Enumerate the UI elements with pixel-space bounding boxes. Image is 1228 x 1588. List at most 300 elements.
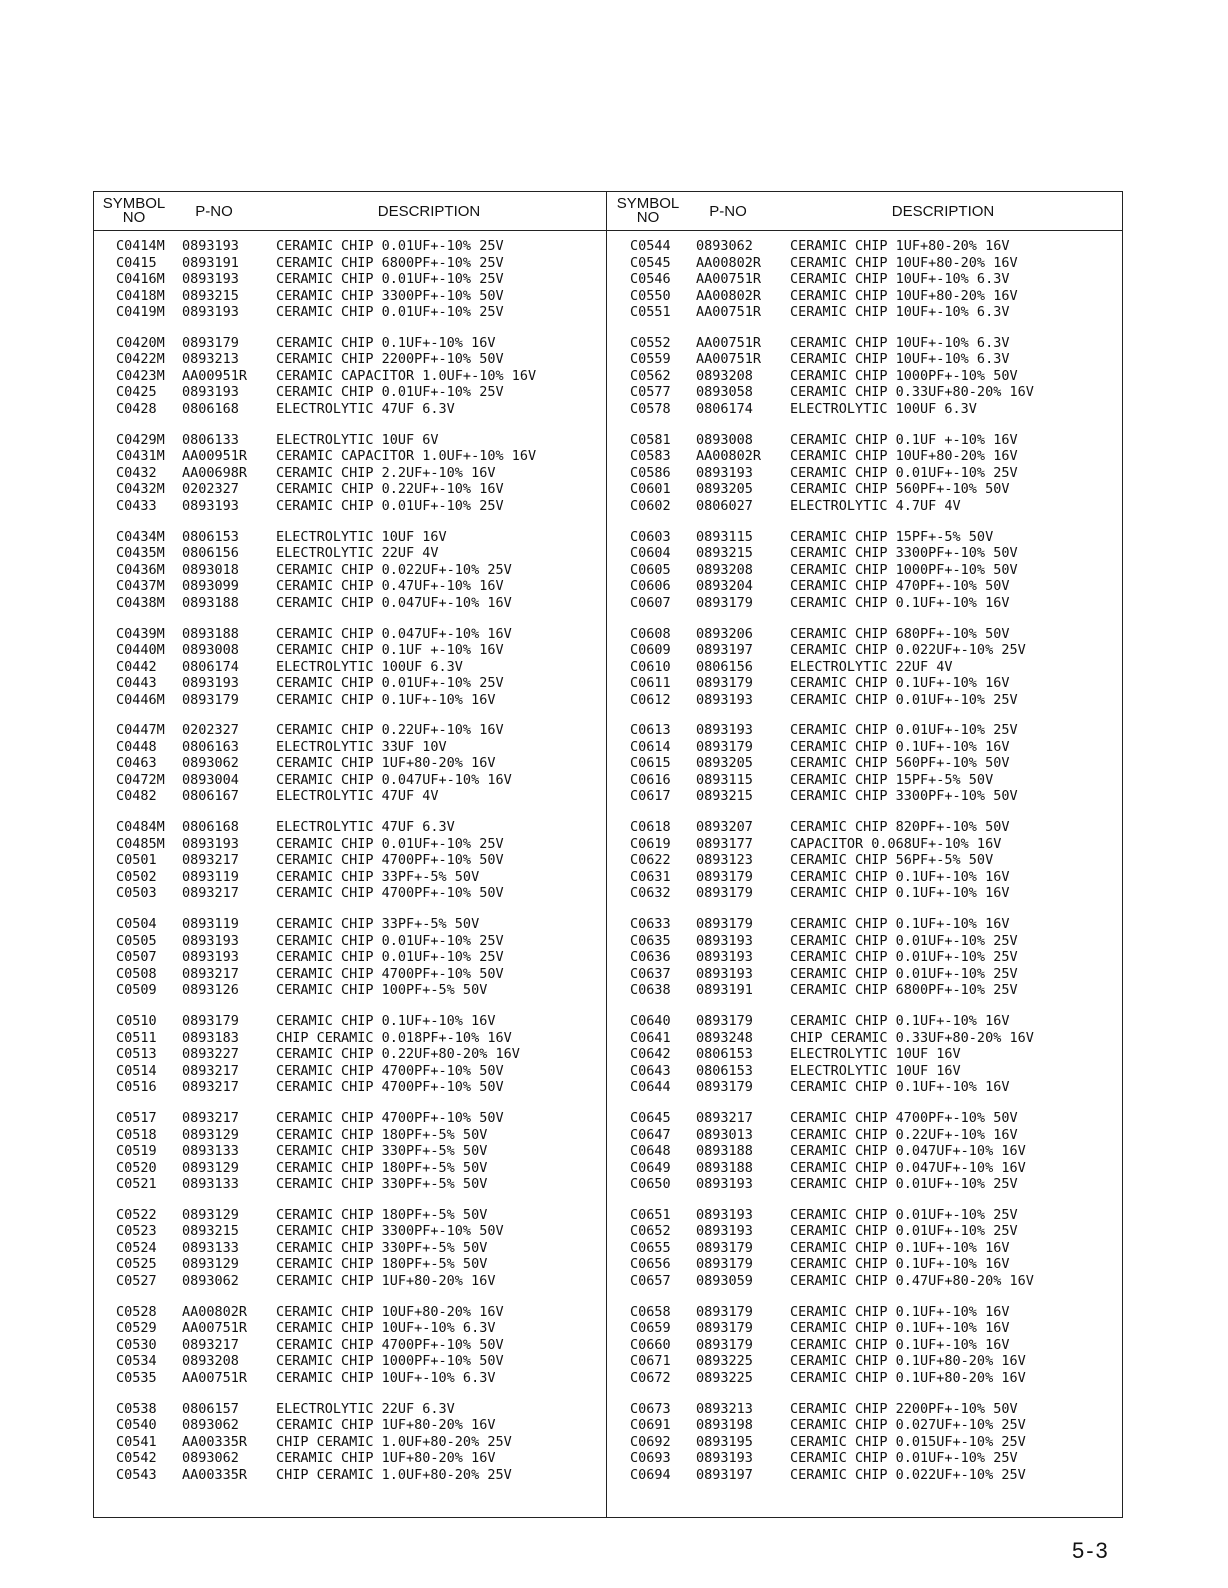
table-row [608,1240,1123,1257]
description-cell: CERAMIC CHIP 0.22UF+-10% 16V [790,1126,1018,1143]
symbol-no-cell: C0542 [116,1450,157,1467]
part-number-cell: 0893179 [182,691,239,708]
description-cell: CERAMIC CHIP 0.1UF+80-20% 16V [790,1369,1026,1386]
table-row [608,819,1123,836]
row-group [94,1207,606,1290]
symbol-no-cell: C0429M [116,431,165,448]
symbol-no-cell: C0509 [116,982,157,999]
description-cell: CERAMIC CHIP 0.027UF+-10% 25V [790,1417,1026,1434]
description-cell: CERAMIC CHIP 10UF+-10% 6.3V [790,351,1010,368]
description-cell: CERAMIC CHIP 0.01UF+-10% 25V [790,949,1018,966]
table-row [608,1320,1123,1337]
table-row [608,271,1123,288]
table-row [94,562,606,579]
symbol-no-cell: C0510 [116,1013,157,1030]
page-number: 5-3 [1072,1538,1110,1563]
part-number-cell: 0893217 [182,1110,239,1127]
symbol-no-cell: C0443 [116,675,157,692]
description-cell: ELECTROLYTIC 47UF 6.3V [276,819,455,836]
table-row [94,465,606,482]
description-cell: CERAMIC CHIP 0.1UF+-10% 16V [790,885,1010,902]
table-row [94,933,606,950]
part-number-cell: AA00698R [182,464,248,481]
table-row [94,1401,606,1418]
symbol-no-cell: C0636 [630,949,671,966]
part-number-cell: 0893059 [696,1272,753,1289]
description-cell: CERAMIC CHIP 470PF+-10% 50V [790,578,1010,595]
part-number-cell: 0893227 [182,1046,239,1063]
description-cell: CERAMIC CHIP 0.1UF+-10% 16V [276,691,496,708]
part-number-cell: AA00751R [696,351,762,368]
part-number-cell: 0893198 [696,1417,753,1434]
table-row [94,1143,606,1160]
description-cell: CERAMIC CHIP 0.22UF+-10% 16V [276,481,504,498]
table-row [94,692,606,709]
symbol-no-cell: C0550 [630,287,671,304]
part-number-cell: 0806168 [182,400,239,417]
table-row [608,288,1123,305]
symbol-no-cell: C0516 [116,1079,157,1096]
table-row [608,659,1123,676]
symbol-no-cell: C0655 [630,1239,671,1256]
part-number-cell: 0893206 [696,625,753,642]
row-group [608,626,1123,709]
part-number-cell: 0893179 [696,1303,753,1320]
symbol-no-cell: C0423M [116,367,165,384]
part-number-cell: 0893213 [696,1400,753,1417]
description-cell: CERAMIC CHIP 10UF+80-20% 16V [790,254,1018,271]
symbol-no-cell: C0540 [116,1417,157,1434]
symbol-no-cell: C0614 [630,738,671,755]
description-cell: CERAMIC CHIP 4700PF+-10% 50V [276,885,504,902]
description-cell: CHIP CERAMIC 1.0UF+80-20% 25V [276,1433,512,1450]
part-number-cell: 0893215 [696,545,753,562]
symbol-no-cell: C0635 [630,932,671,949]
table-row [94,659,606,676]
part-number-cell: 0893123 [696,852,753,869]
symbol-no-cell: C0603 [630,528,671,545]
table-row [94,271,606,288]
part-number-cell: 0893133 [182,1239,239,1256]
description-cell: CERAMIC CHIP 180PF+-5% 50V [276,1256,488,1273]
symbol-no-cell: C0691 [630,1417,671,1434]
symbol-no-cell: C0619 [630,835,671,852]
symbol-no-cell: C0651 [630,1206,671,1223]
table-row [608,1110,1123,1127]
part-number-cell: 0893179 [696,675,753,692]
part-number-cell: 0893208 [696,561,753,578]
table-row [608,401,1123,418]
symbol-no-cell: C0604 [630,545,671,562]
description-cell: CERAMIC CHIP 56PF+-5% 50V [790,852,994,869]
symbol-no-cell: C0520 [116,1159,157,1176]
part-number-cell: 0893197 [696,1466,753,1483]
part-number-cell: 0806157 [182,1400,239,1417]
table-row [608,626,1123,643]
table-row [608,788,1123,805]
symbol-no-cell: C0439M [116,625,165,642]
symbol-no-cell: C0434M [116,528,165,545]
description-cell: CERAMIC CHIP 10UF+80-20% 16V [276,1303,504,1320]
table-row [94,836,606,853]
part-number-cell: 0893099 [182,578,239,595]
symbol-no-cell: C0640 [630,1013,671,1030]
table-row [94,819,606,836]
table-row [608,578,1123,595]
part-number-cell: 0893191 [182,254,239,271]
part-number-cell: 0893179 [696,1256,753,1273]
table-row [94,755,606,772]
symbol-no-cell: C0602 [630,497,671,514]
description-cell: CERAMIC CHIP 330PF+-5% 50V [276,1176,488,1193]
description-cell: CERAMIC CHIP 560PF+-10% 50V [790,755,1010,772]
symbol-no-cell: C0435M [116,545,165,562]
table-row [94,448,606,465]
part-number-cell: 0806167 [182,788,239,805]
row-group [94,1013,606,1096]
table-row [94,288,606,305]
description-cell: CERAMIC CHIP 1UF+80-20% 16V [276,1450,496,1467]
symbol-no-cell: C0631 [630,868,671,885]
symbol-no-cell: C0482 [116,788,157,805]
part-number-cell: 0893217 [182,885,239,902]
table-row [608,1160,1123,1177]
row-group [94,819,606,902]
description-cell: CERAMIC CHIP 0.01UF+-10% 25V [276,835,504,852]
part-number-cell: 0893179 [696,738,753,755]
part-number-cell: 0893188 [182,625,239,642]
header-description: DESCRIPTION [891,202,995,220]
symbol-no-cell: C0420M [116,334,165,351]
description-cell: CERAMIC CHIP 820PF+-10% 50V [790,819,1010,836]
table-row [608,869,1123,886]
table-row [608,692,1123,709]
table-row [94,304,606,321]
description-cell: CERAMIC CHIP 0.1UF+-10% 16V [790,1239,1010,1256]
table-row [94,626,606,643]
symbol-no-cell: C0641 [630,1029,671,1046]
description-cell: CERAMIC CHIP 0.1UF+-10% 16V [790,1079,1010,1096]
right-column [608,192,1123,1517]
table-row [94,1320,606,1337]
part-number-cell: 0893179 [696,1079,753,1096]
part-number-cell: 0893215 [182,1223,239,1240]
symbol-no-cell: C0649 [630,1159,671,1176]
description-cell: CERAMIC CHIP 0.01UF+-10% 25V [790,932,1018,949]
description-cell: CERAMIC CHIP 0.047UF+-10% 16V [790,1143,1026,1160]
description-cell: CERAMIC CHIP 0.1UF+-10% 16V [790,1013,1010,1030]
part-number-cell: 0893062 [182,1417,239,1434]
symbol-no-cell: C0428 [116,400,157,417]
description-cell: CERAMIC CHIP 180PF+-5% 50V [276,1206,488,1223]
right-row-groups [608,238,1123,1498]
description-cell: CERAMIC CHIP 3300PF+-10% 50V [790,788,1018,805]
symbol-no-cell: C0559 [630,351,671,368]
symbol-no-cell: C0632 [630,885,671,902]
description-cell: CERAMIC CHIP 1UF+80-20% 16V [276,1272,496,1289]
table-row [94,1160,606,1177]
part-number-cell: 0806153 [696,1046,753,1063]
symbol-no-cell: C0523 [116,1223,157,1240]
row-group [608,1401,1123,1484]
description-cell: CERAMIC CHIP 1UF+80-20% 16V [276,755,496,772]
symbol-no-cell: C0658 [630,1303,671,1320]
part-number-cell: 0893119 [182,916,239,933]
description-cell: ELECTROLYTIC 22UF 6.3V [276,1400,455,1417]
description-cell: CERAMIC CHIP 0.01UF+-10% 25V [790,464,1018,481]
table-row [608,1370,1123,1387]
part-number-cell: 0893133 [182,1143,239,1160]
row-group [94,1401,606,1484]
description-cell: CERAMIC CHIP 0.01UF+-10% 25V [790,1176,1018,1193]
description-cell: CERAMIC CHIP 0.01UF+-10% 25V [790,965,1018,982]
symbol-no-cell: C0485M [116,835,165,852]
description-cell: ELECTROLYTIC 33UF 10V [276,738,447,755]
description-cell: CHIP CERAMIC 1.0UF+80-20% 25V [276,1466,512,1483]
table-row [94,1467,606,1484]
table-row [608,304,1123,321]
description-cell: CERAMIC CHIP 680PF+-10% 50V [790,625,1010,642]
part-number-cell: 0806153 [696,1062,753,1079]
table-row [608,739,1123,756]
part-number-cell: 0893179 [182,1013,239,1030]
description-cell: CERAMIC CHIP 0.01UF+-10% 25V [276,497,504,514]
description-cell: ELECTROLYTIC 4.7UF 4V [790,497,961,514]
symbol-no-cell: C0607 [630,594,671,611]
description-cell: CERAMIC CHIP 560PF+-10% 50V [790,481,1010,498]
table-row [608,916,1123,933]
row-group [94,626,606,709]
part-number-cell: 0806168 [182,819,239,836]
table-row [608,1434,1123,1451]
table-row [608,465,1123,482]
symbol-no-cell: C0518 [116,1126,157,1143]
part-number-cell: 0893205 [696,481,753,498]
table-row [94,885,606,902]
table-row [608,1127,1123,1144]
part-number-cell: 0893177 [696,835,753,852]
header-description: DESCRIPTION [377,202,481,220]
description-cell: CERAMIC CHIP 0.01UF+-10% 25V [276,384,504,401]
part-number-cell: 0893191 [696,982,753,999]
description-cell: CERAMIC CHIP 10UF+-10% 6.3V [276,1320,496,1337]
symbol-no-cell: C0608 [630,625,671,642]
description-cell: CERAMIC CHIP 15PF+-5% 50V [790,528,994,545]
description-cell: CHIP CERAMIC 0.33UF+80-20% 16V [790,1029,1034,1046]
description-cell: CERAMIC CHIP 10UF+-10% 6.3V [790,334,1010,351]
table-row [94,481,606,498]
description-cell: CERAMIC CHIP 0.01UF+-10% 25V [790,722,1018,739]
symbol-no-cell: C0538 [116,1400,157,1417]
symbol-no-cell: C0507 [116,949,157,966]
part-number-cell: 0893193 [182,835,239,852]
description-cell: CERAMIC CHIP 1000PF+-10% 50V [276,1353,504,1370]
description-cell: CERAMIC CHIP 180PF+-5% 50V [276,1159,488,1176]
header-pno: P-NO [195,202,233,220]
description-cell: ELECTROLYTIC 10UF 6V [276,431,439,448]
description-cell: CERAMIC CHIP 0.1UF+-10% 16V [790,1336,1010,1353]
table-row [94,498,606,515]
row-group [608,238,1123,321]
symbol-no-cell: C0508 [116,965,157,982]
description-cell: CERAMIC CHIP 0.01UF+-10% 25V [276,271,504,287]
description-cell: CERAMIC CHIP 4700PF+-10% 50V [276,965,504,982]
part-number-cell: AA00751R [182,1369,248,1386]
table-row [94,1337,606,1354]
part-number-cell: 0806133 [182,431,239,448]
part-number-cell: 0893062 [182,1450,239,1467]
part-number-cell: AA00802R [182,1303,248,1320]
symbol-no-cell: C0501 [116,852,157,869]
table-row [94,401,606,418]
description-cell: CERAMIC CHIP 0.22UF+80-20% 16V [276,1046,520,1063]
symbol-no-cell: C0638 [630,982,671,999]
table-row [94,675,606,692]
description-cell: CERAMIC CHIP 4700PF+-10% 50V [276,852,504,869]
description-cell: CERAMIC CHIP 10UF+-10% 6.3V [790,304,1010,320]
symbol-no-cell: C0414M [116,238,165,254]
table-row [94,869,606,886]
table-row [608,1223,1123,1240]
part-number-cell: 0893225 [696,1353,753,1370]
part-number-cell: 0893119 [182,868,239,885]
part-number-cell: AA00802R [696,448,762,465]
part-number-cell: AA00751R [182,1320,248,1337]
description-cell: CERAMIC CHIP 0.1UF+-10% 16V [790,1320,1010,1337]
description-cell: CERAMIC CHIP 4700PF+-10% 50V [276,1336,504,1353]
part-number-cell: 0893208 [696,367,753,384]
left-row-groups [94,238,606,1498]
part-number-cell: 0893225 [696,1369,753,1386]
part-number-cell: 0893193 [182,675,239,692]
part-number-cell: 0893193 [182,384,239,401]
description-cell: CERAMIC CHIP 6800PF+-10% 25V [276,254,504,271]
description-cell: CERAMIC CHIP 2200PF+-10% 50V [790,1400,1018,1417]
symbol-no-cell: C0552 [630,334,671,351]
table-row [94,642,606,659]
part-number-cell: 0893179 [696,1239,753,1256]
table-row [94,1013,606,1030]
row-group [94,1304,606,1387]
part-number-cell: 0893217 [182,965,239,982]
part-number-cell: 0893193 [696,1450,753,1467]
symbol-no-cell: C0610 [630,658,671,675]
part-number-cell: AA00335R [182,1433,248,1450]
symbol-no-cell: C0446M [116,691,165,708]
table-row [94,852,606,869]
symbol-no-cell: C0505 [116,932,157,949]
symbol-no-cell: C0583 [630,448,671,465]
symbol-no-cell: C0544 [630,238,671,254]
description-cell: CERAMIC CHIP 0.1UF+-10% 16V [790,594,1010,611]
table-row [94,255,606,272]
part-number-cell: AA00802R [696,254,762,271]
part-number-cell: 0893183 [182,1029,239,1046]
table-row [608,675,1123,692]
description-cell: CERAMIC CHIP 0.01UF+-10% 25V [790,691,1018,708]
part-number-cell: 0893193 [696,464,753,481]
part-number-cell: 0893129 [182,1256,239,1273]
description-cell: CERAMIC CHIP 1000PF+-10% 50V [790,561,1018,578]
symbol-no-cell: C0431M [116,448,165,465]
symbol-no-cell: C0612 [630,691,671,708]
part-number-cell: 0893004 [182,771,239,788]
symbol-no-cell: C0586 [630,464,671,481]
symbol-no-cell: C0517 [116,1110,157,1127]
symbol-no-cell: C0660 [630,1336,671,1353]
part-number-cell: 0893062 [182,1272,239,1289]
table-row [608,529,1123,546]
description-cell: CERAMIC CHIP 180PF+-5% 50V [276,1126,488,1143]
symbol-no-cell: C0633 [630,916,671,933]
part-number-cell: 0893115 [696,771,753,788]
description-cell: CAPACITOR 0.068UF+-10% 16V [790,835,1002,852]
symbol-no-cell: C0521 [116,1176,157,1193]
column-divider [606,192,607,1517]
description-cell: CHIP CERAMIC 0.018PF+-10% 16V [276,1029,512,1046]
table-row [608,642,1123,659]
part-number-cell: 0893193 [696,1176,753,1193]
table-row [608,1063,1123,1080]
part-number-cell: 0806027 [696,497,753,514]
part-number-cell: 0893193 [696,965,753,982]
table-row [94,1030,606,1047]
symbol-no-cell: C0437M [116,578,165,595]
header-symbol-line2: NO [122,209,146,226]
part-number-cell: 0893188 [696,1143,753,1160]
part-number-cell: 0893129 [182,1206,239,1223]
description-cell: ELECTROLYTIC 10UF 16V [790,1046,961,1063]
part-number-cell: AA00335R [182,1466,248,1483]
symbol-no-cell: C0562 [630,367,671,384]
symbol-no-cell: C0504 [116,916,157,933]
symbol-no-cell: C0637 [630,965,671,982]
description-cell: CERAMIC CHIP 1UF+80-20% 16V [276,1417,496,1434]
description-cell: CERAMIC CHIP 0.01UF+-10% 25V [276,932,504,949]
table-row [608,1450,1123,1467]
symbol-no-cell: C0525 [116,1256,157,1273]
description-cell: CERAMIC CHIP 0.1UF +-10% 16V [276,642,504,659]
part-number-cell: AA00751R [696,271,762,287]
part-number-cell: 0893062 [182,755,239,772]
table-row [94,1256,606,1273]
description-cell: CERAMIC CHIP 4700PF+-10% 50V [276,1110,504,1127]
symbol-no-cell: C0513 [116,1046,157,1063]
row-group [608,916,1123,999]
description-cell: CERAMIC CHIP 3300PF+-10% 50V [276,1223,504,1240]
description-cell: CERAMIC CHIP 2.2UF+-10% 16V [276,464,496,481]
description-cell: CERAMIC CHIP 0.047UF+-10% 16V [790,1159,1026,1176]
description-cell: CERAMIC CHIP 0.47UF+80-20% 16V [790,1272,1034,1289]
table-row [94,384,606,401]
table-row [608,545,1123,562]
description-cell: CERAMIC CHIP 0.01UF+-10% 25V [276,304,504,320]
part-number-cell: 0806174 [182,658,239,675]
symbol-no-cell: C0432M [116,481,165,498]
part-number-cell: 0893248 [696,1029,753,1046]
symbol-no-cell: C0581 [630,431,671,448]
symbol-no-cell: C0611 [630,675,671,692]
description-cell: ELECTROLYTIC 100UF 6.3V [790,400,977,417]
symbol-no-cell: C0519 [116,1143,157,1160]
table-row [608,498,1123,515]
description-cell: CERAMIC CHIP 33PF+-5% 50V [276,916,480,933]
part-number-cell: 0893179 [182,334,239,351]
table-row [608,432,1123,449]
description-cell: CERAMIC CHIP 4700PF+-10% 50V [276,1062,504,1079]
description-cell: ELECTROLYTIC 22UF 4V [790,658,953,675]
description-cell: CERAMIC CHIP 0.1UF+-10% 16V [790,1256,1010,1273]
